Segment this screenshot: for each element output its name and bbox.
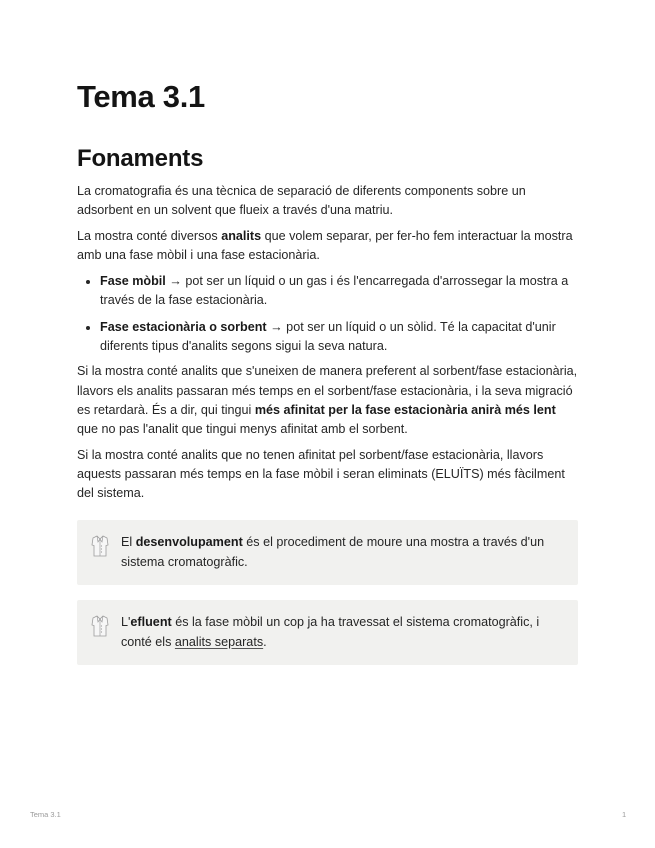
lab-coat-icon <box>91 535 109 557</box>
bold-phrase-affinity: més afinitat per la fase estacionària anirà més lent <box>254 402 556 417</box>
list-item: • Fase mòbil → pot ser un líquid o un gas i és l'encarregada d'arrossegar la mostra a través de la fase estacionària. <box>100 272 579 311</box>
list-item: • Fase estacionària o sorbent → pot ser un líquid o un sòlid. Té la capacitat d'unir diferents tipus d'analits segons sigui la seva natura. <box>100 318 579 357</box>
section-heading: Fonaments <box>77 145 204 172</box>
underlined-analits-separats: analits separats <box>174 634 264 649</box>
callout-text: El desenvolupament és el procediment de moure una mostra a través d'un sistema cromatogràfic. <box>121 535 545 569</box>
paragraph-intro: La cromatografia és una tècnica de separació de diferents components sobre un adsorbent en un solvent que flueix a través d'una matriu. <box>77 184 526 218</box>
footer-title: Tema 3.1 <box>30 810 61 819</box>
document-page <box>77 78 579 665</box>
paragraph-affinity: Si la mostra conté analits que s'uneixen de manera preferent al sorbent/fase estacionària, llavors els analits passaran més temps en el sorbent/fase estacionària, i la seva migració es retardarà. És a dir, qui tingui més afinitat per la fase estacionària anirà més lent que no pas l'analit que tingui menys afinitat amb el sorbent. <box>77 364 578 437</box>
phase-list <box>77 272 579 356</box>
page-number: 1 <box>622 810 627 819</box>
bold-term-analits: analits <box>221 228 262 243</box>
callout-efluent <box>77 600 578 665</box>
page-title: Tema 3.1 <box>77 79 205 114</box>
paragraph-elution: Si la mostra conté analits que no tenen afinitat pel sorbent/fase estacionària, llavors aquests passaran més temps en la fase mòbil i seran eliminats (ELUÏTS) més fàcilment del sistema. <box>77 447 565 501</box>
lab-coat-icon <box>91 615 109 637</box>
callout-text: L'efluent és la fase mòbil un cop ja ha travessat el sistema cromatogràfic, i conté els analits separats. <box>121 615 540 649</box>
paragraph-analits: La mostra conté diversos analits que volem separar, per fer-ho fem interactuar la mostra amb una fase mòbil i una fase estacionària. <box>77 228 573 262</box>
callout-desenvolupament <box>77 520 578 585</box>
